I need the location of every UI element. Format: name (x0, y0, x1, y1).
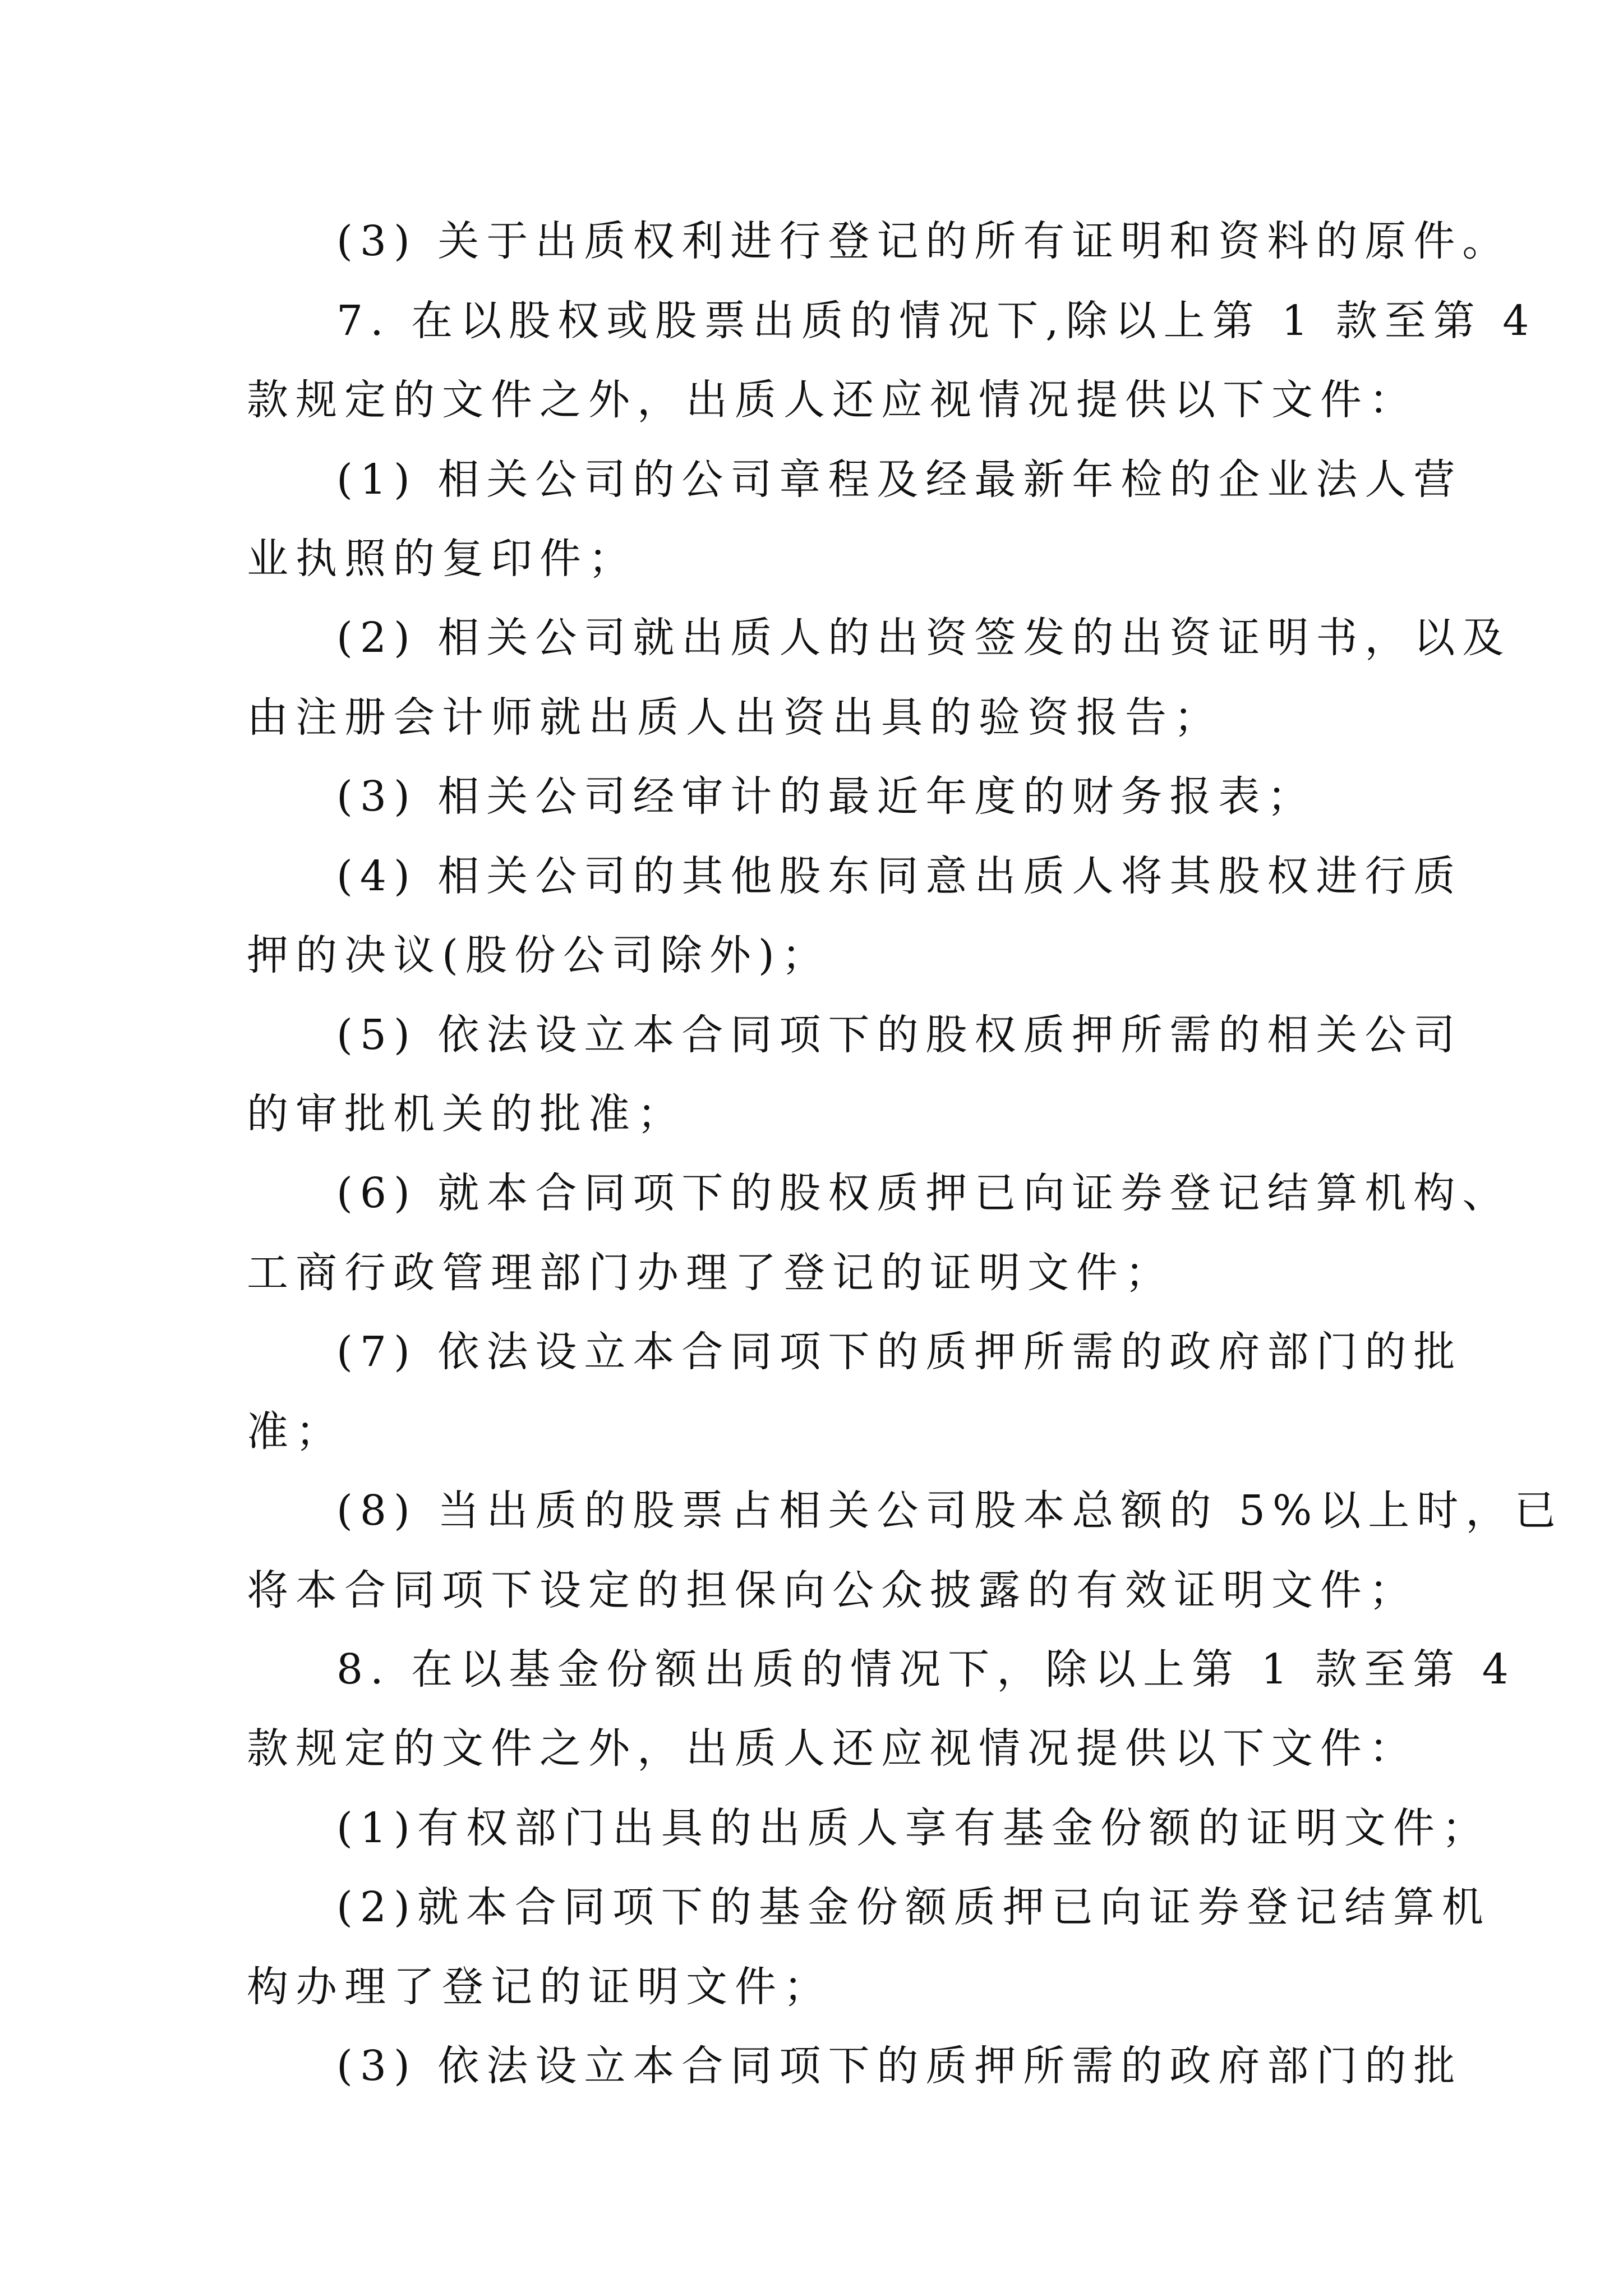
text-line-8: (3) 相关公司经审计的最近年度的财务报表； (336, 772, 1316, 821)
text-line-9: (4) 相关公司的其他股东同意出质人将其股权进行质 (336, 852, 1463, 900)
text-line-19: 8. 在以基金份额出质的情况下，除以上第 1 款至第 4 (336, 1645, 1516, 1694)
text-line-2: 7. 在以股权或股票出质的情况下,除以上第 1 款至第 4 (336, 297, 1537, 345)
text-line-3: 款规定的文件之外，出质人还应视情况提供以下文件： (247, 376, 1418, 424)
text-line-17: (8) 当出质的股票占相关公司股本总额的 5%以上时，已 (336, 1487, 1564, 1535)
text-line-13: (6) 就本合同项下的股权质押已向证券登记结算机构、 (336, 1169, 1511, 1217)
text-line-23: 构办理了登记的证明文件； (247, 1963, 832, 2011)
text-line-15: (7) 依法设立本合同项下的质押所需的政府部门的批 (336, 1328, 1463, 1376)
text-line-1: (3) 关于出质权利进行登记的所有证明和资料的原件。 (336, 217, 1511, 265)
text-line-18: 将本合同项下设定的担保向公众披露的有效证明文件； (247, 1566, 1418, 1614)
text-line-22: (2)就本合同项下的基金份额质押已向证券登记结算机 (336, 1883, 1491, 1931)
text-line-21: (1)有权部门出具的出质人享有基金份额的证明文件； (336, 1804, 1491, 1852)
text-line-5: 业执照的复印件； (247, 535, 637, 583)
text-line-7: 由注册会计师就出质人出资出具的验资报告； (247, 693, 1223, 742)
text-line-16: 准； (247, 1407, 344, 1456)
text-line-12: 的审批机关的批准； (247, 1090, 686, 1138)
text-line-20: 款规定的文件之外，出质人还应视情况提供以下文件： (247, 1724, 1418, 1773)
text-line-10: 押的决议(股份公司除外)； (247, 931, 831, 979)
text-line-14: 工商行政管理部门办理了登记的证明文件； (247, 1249, 1174, 1297)
text-line-24: (3) 依法设立本合同项下的质押所需的政府部门的批 (336, 2042, 1463, 2090)
text-line-4: (1) 相关公司的公司章程及经最新年检的企业法人营 (336, 455, 1463, 504)
text-line-6: (2) 相关公司就出质人的出资签发的出资证明书，以及 (336, 614, 1511, 662)
text-line-11: (5) 依法设立本合同项下的股权质押所需的相关公司 (336, 1011, 1463, 1059)
